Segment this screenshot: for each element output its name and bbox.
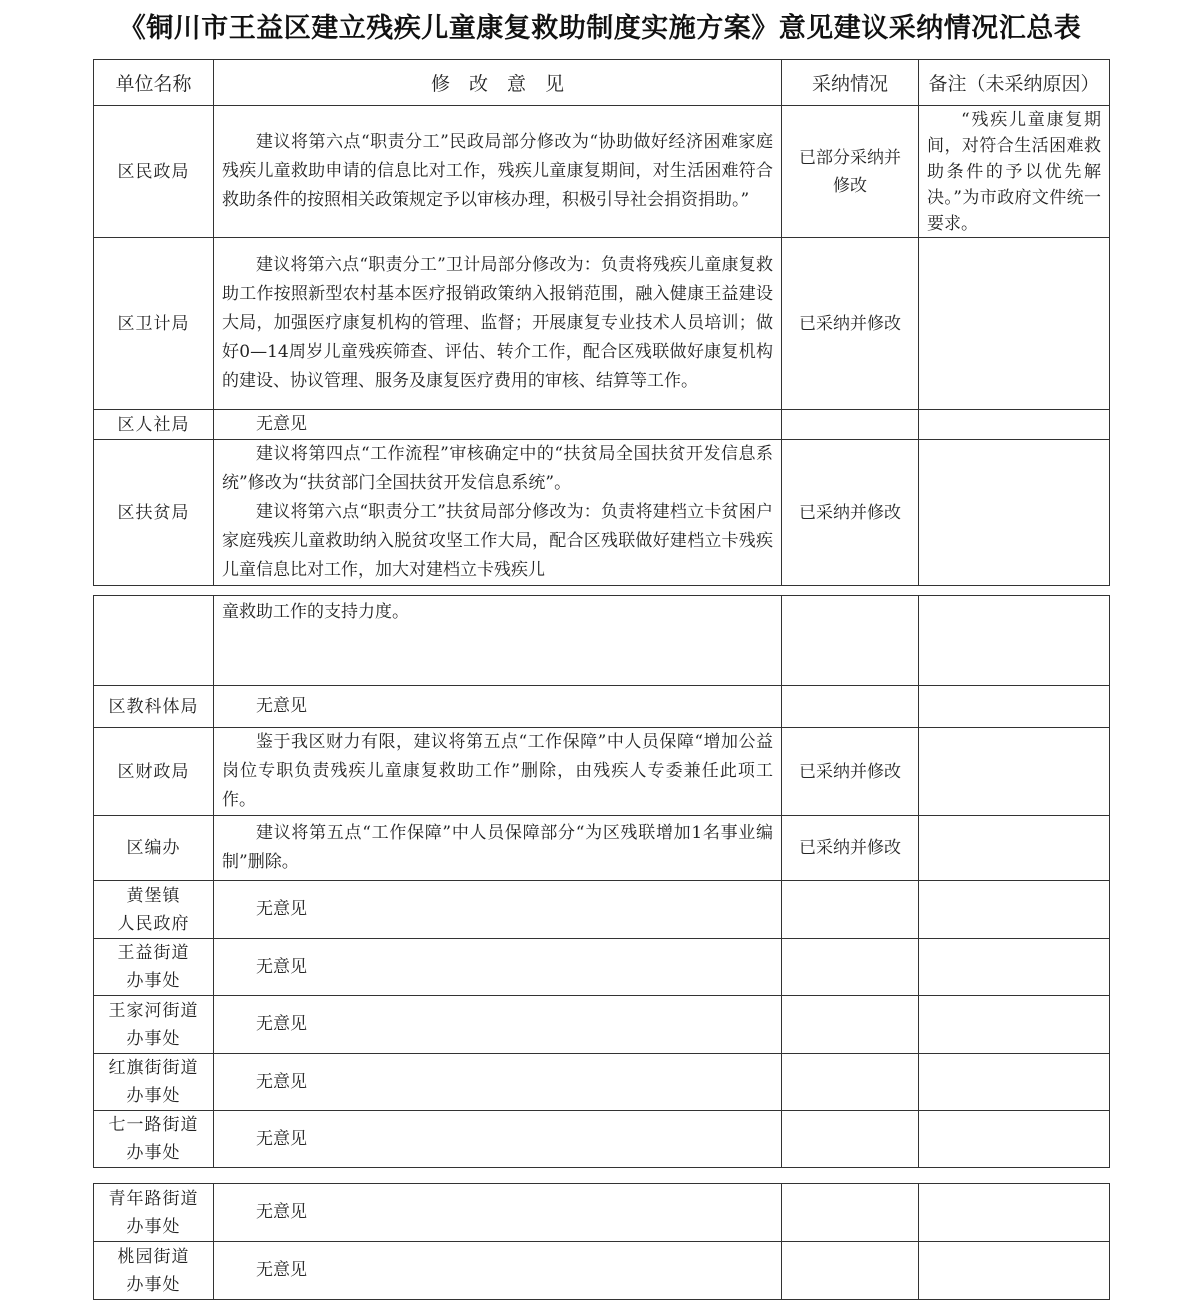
- opinion-cell: [214, 440, 782, 586]
- status-cell: [782, 996, 919, 1054]
- unit-name-line: 办事处: [126, 1143, 181, 1163]
- remark-cell: [919, 881, 1110, 939]
- table-row: [94, 106, 1110, 238]
- table-row: [94, 1184, 1110, 1242]
- unit-cell: 区民政局: [94, 106, 214, 238]
- summary-table-part-2: [93, 595, 1110, 1168]
- opinion-cell: [214, 1111, 782, 1168]
- remark-cell: [919, 238, 1110, 410]
- status-cell: 已采纳并修改: [782, 816, 919, 881]
- status-cell: 已采纳并修改: [782, 728, 919, 816]
- remark-cell: [919, 440, 1110, 586]
- opinion-text: 无意见: [256, 1202, 307, 1222]
- remark-cell: [919, 1054, 1110, 1111]
- unit-cell: 区财政局: [94, 728, 214, 816]
- opinion-cell: [214, 1054, 782, 1111]
- unit-name-line: 青年路街道: [108, 1188, 199, 1209]
- unit-name-line: 王益街道: [117, 943, 190, 963]
- remark-cell: [919, 1111, 1110, 1168]
- opinion-cell: [214, 816, 782, 881]
- opinion-text: 建议将第五点“工作保障”中人员保障部分“为区残联增加1名事业编制”删除。: [222, 823, 773, 872]
- remark-cell: [919, 106, 1110, 238]
- opinion-text: 无意见: [256, 956, 307, 977]
- summary-table-part-1: [93, 59, 1110, 586]
- unit-name-line: 办事处: [126, 1216, 181, 1237]
- unit-name-line: 黄堡镇: [126, 885, 181, 906]
- unit-cell: [94, 996, 214, 1054]
- table-row: [94, 410, 1110, 440]
- table-row: [94, 1242, 1110, 1300]
- table-row: [94, 238, 1110, 410]
- remark-cell: [919, 686, 1110, 728]
- opinion-text: 无意见: [256, 696, 307, 716]
- opinion-text: 童救助工作的支持力度。: [222, 602, 409, 622]
- opinion-cell: [214, 881, 782, 939]
- unit-name-line: 王家河街道: [108, 1000, 199, 1021]
- unit-name-line: 桃园街道: [117, 1246, 190, 1267]
- remark-cell: [919, 596, 1110, 686]
- unit-cell: [94, 596, 214, 686]
- status-cell: 已采纳并修改: [782, 440, 919, 586]
- unit-cell: [94, 1242, 214, 1300]
- unit-cell: [94, 1054, 214, 1111]
- status-cell: [782, 1184, 919, 1242]
- opinion-cell: [214, 939, 782, 996]
- table-row: [94, 881, 1110, 939]
- status-cell: [782, 1242, 919, 1300]
- summary-table-part-3: [93, 1183, 1110, 1300]
- opinion-cell: [214, 106, 782, 238]
- table-header-row: [94, 60, 1110, 106]
- unit-cell: 区卫计局: [94, 238, 214, 410]
- table-row: [94, 596, 1110, 686]
- unit-cell: 区人社局: [94, 410, 214, 440]
- opinion-text: 无意见: [256, 1014, 307, 1034]
- opinion-cell: [214, 728, 782, 816]
- status-cell: 已部分采纳并修改: [782, 106, 919, 238]
- status-cell: 已采纳并修改: [782, 238, 919, 410]
- status-cell: [782, 410, 919, 440]
- unit-name-line: 办事处: [126, 1274, 181, 1295]
- opinion-cell: [214, 596, 782, 686]
- remark-cell: [919, 1242, 1110, 1300]
- table-row: [94, 728, 1110, 816]
- table-row: [94, 996, 1110, 1054]
- opinion-text: 建议将第六点“职责分工”卫计局部分修改为：负责将残疾儿童康复救助工作按照新型农村基本医疗报销政策纳入报销范围，融入健康王益建设大局，加强医疗康复机构的管理、监督；开展康复专业技术人员培训；做好0—14周岁儿童残疾筛查、评估、转介工作，配合区残联做好康复机构的建设、协议管理、服务及康复医疗费用的审核、结算等工作。: [222, 255, 773, 391]
- header-unit: 单位名称: [94, 60, 214, 106]
- header-status: 采纳情况: [782, 60, 919, 106]
- header-remark: 备注（未采纳原因）: [919, 60, 1110, 106]
- unit-cell: [94, 1184, 214, 1242]
- opinion-text: 无意见: [256, 1128, 307, 1149]
- status-cell: [782, 686, 919, 728]
- unit-name-line: 办事处: [126, 971, 181, 991]
- table-row: [94, 1111, 1110, 1168]
- unit-cell: 区编办: [94, 816, 214, 881]
- remark-cell: [919, 996, 1110, 1054]
- unit-name-line: 人民政府: [117, 913, 190, 934]
- header-opinion: 修 改 意 见: [214, 60, 782, 106]
- unit-cell: 区扶贫局: [94, 440, 214, 586]
- remark-cell: [919, 728, 1110, 816]
- unit-name-line: 红旗街街道: [108, 1058, 199, 1078]
- opinion-text: 鉴于我区财力有限，建议将第五点“工作保障”中人员保障“增加公益岗位专职负责残疾儿童康复救助工作”删除，由残疾人专委兼任此项工作。: [222, 732, 773, 810]
- unit-name-line: 办事处: [126, 1086, 181, 1106]
- status-cell: [782, 1111, 919, 1168]
- opinion-cell: [214, 410, 782, 440]
- table-row: [94, 1054, 1110, 1111]
- table-row: [94, 686, 1110, 728]
- unit-cell: [94, 939, 214, 996]
- opinion-text: 无意见: [256, 414, 307, 434]
- opinion-text: 无意见: [256, 1071, 307, 1092]
- opinion-cell: [214, 1242, 782, 1300]
- table-row: [94, 939, 1110, 996]
- table-row: [94, 816, 1110, 881]
- remark-cell: [919, 410, 1110, 440]
- unit-cell: 区教科体局: [94, 686, 214, 728]
- status-cell: [782, 881, 919, 939]
- unit-cell: [94, 881, 214, 939]
- status-cell: [782, 1054, 919, 1111]
- opinion-cell: [214, 1184, 782, 1242]
- document-title: 《铜川市王益区建立残疾儿童康复救助制度实施方案》意见建议采纳情况汇总表: [118, 13, 1082, 44]
- status-cell: [782, 939, 919, 996]
- opinion-text: 建议将第六点“职责分工”扶贫局部分修改为：负责将建档立卡贫困户家庭残疾儿童救助纳入脱贫攻坚工作大局，配合区残联做好建档立卡残疾儿童信息比对工作，加大对建档立卡残疾儿: [222, 502, 773, 580]
- opinion-cell: [214, 238, 782, 410]
- remark-text: “残疾儿童康复期间，对符合生活困难救助条件的予以优先解决。”为市政府文件统一要求。: [927, 110, 1101, 234]
- unit-name-line: 办事处: [126, 1028, 181, 1049]
- opinion-text: 无意见: [256, 899, 307, 919]
- remark-cell: [919, 816, 1110, 881]
- opinion-text: 建议将第四点“工作流程”审核确定中的“扶贫局全国扶贫开发信息系统”修改为“扶贫部门全国扶贫开发信息系统”。: [222, 444, 773, 493]
- opinion-text: 无意见: [256, 1260, 307, 1280]
- opinion-cell: [214, 996, 782, 1054]
- table-row: [94, 440, 1110, 586]
- unit-cell: [94, 1111, 214, 1168]
- opinion-text: 建议将第六点“职责分工”民政局部分修改为“协助做好经济困难家庭残疾儿童救助申请的信息比对工作，残疾儿童康复期间，对生活困难符合救助条件的按照相关政策规定予以审核办理，积极引导社会捐资捐助。”: [222, 132, 773, 210]
- remark-cell: [919, 939, 1110, 996]
- remark-cell: [919, 1184, 1110, 1242]
- status-cell: [782, 596, 919, 686]
- opinion-cell: [214, 686, 782, 728]
- unit-name-line: 七一路街道: [108, 1115, 199, 1135]
